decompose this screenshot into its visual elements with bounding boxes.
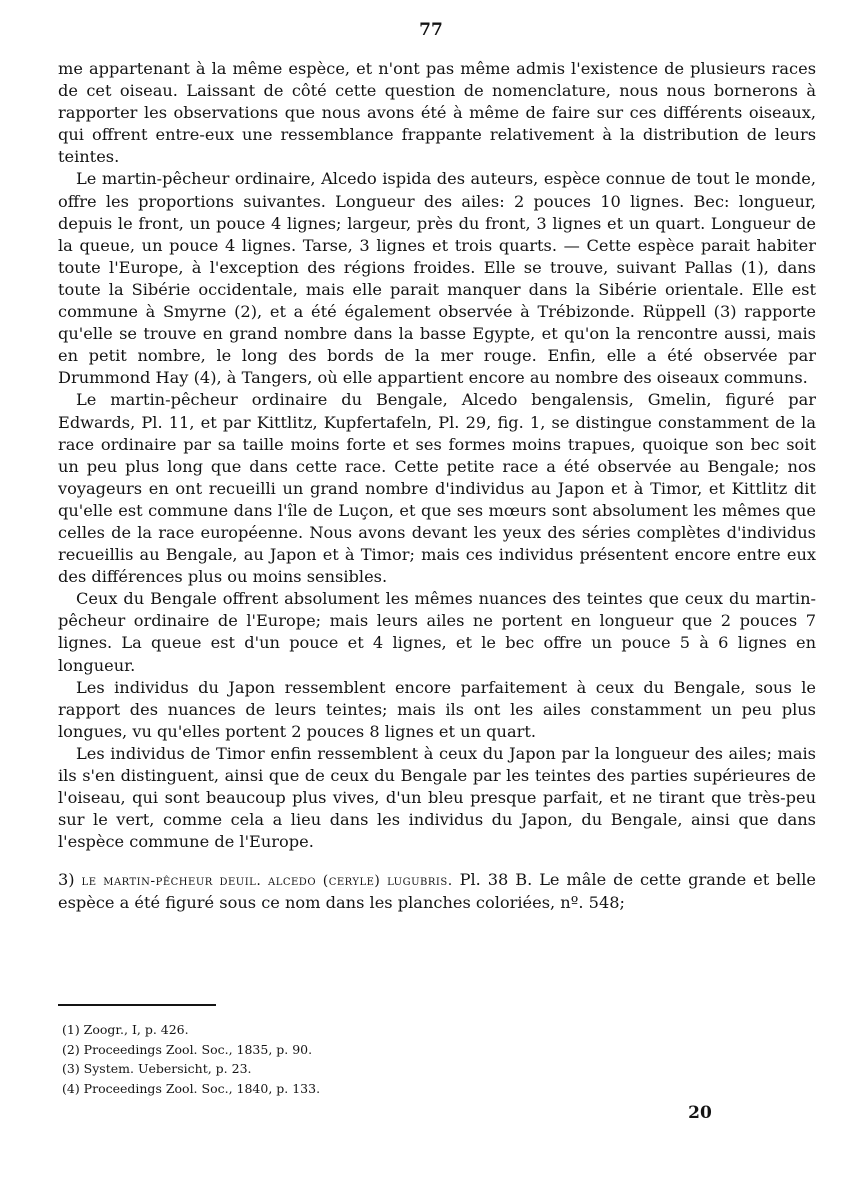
footnote: (2) Proceedings Zool. Soc., 1835, p. 90.	[62, 1041, 313, 1057]
body-text	[58, 58, 816, 915]
signature-mark: 20	[688, 1103, 712, 1123]
footnote: (4) Proceedings Zool. Soc., 1840, p. 133.	[62, 1080, 321, 1096]
footnote: (3) System. Uebersicht, p. 23.	[62, 1061, 252, 1076]
paragraph-timor-individuals: Les individus de Timor enfin ressemblent à ceux du Japon par la longueur des ailes; mais ils s'en distinguent, ainsi que de ceux du Bengale par les teintes des parties supérieures de l'oiseau, qui sont beaucoup plus vives, d'un bleu presque parfait, et ne tirant que très-peu sur le vert, comme cela a lieu dans les individus du Japon, du Bengale, ainsi que dans l'espèce commune de l'Europe.	[58, 743, 816, 852]
paragraph-bengal-individuals: Ceux du Bengale offrent absolument les mêmes nuances des teintes que ceux du martin-pêcheur ordinaire de l'Europe; mais leurs ailes ne portent en longueur que 2 pouces 7 lignes. La queue est d'un pouce et 4 lignes, et le bec offre un pouce 5 à 6 lignes en longueur.	[58, 589, 816, 675]
page-number: 77	[419, 20, 443, 40]
paragraph-japan-individuals: Les individus du Japon ressemblent encore parfaitement à ceux du Bengale, sous le rapport des nuances de leurs teintes; mais ils ont les ailes constamment un peu plus longues, vu qu'elles portent 2 pouces 8 lignes et un quart.	[58, 677, 816, 741]
footnotes	[62, 1020, 562, 1098]
species-text: Le mâle de cette grande et belle espèce a été figuré sous ce nom dans les planches coloriées, nº. 548;	[58, 870, 816, 913]
footnote: (1) Zoogr., I, p. 426.	[62, 1022, 189, 1037]
paragraph-continuation: me appartenant à la même espèce, et n'ont pas même admis l'existence de plusieurs races de cet oiseau. Laissant de côté cette question de nomenclature, nous nous bornerons à rapporter les observations que nous avons été à même de faire sur ces différents oiseaux, qui offrent entre-eux une ressemblance frappante relativement à la distribution de leurs teintes.	[58, 59, 816, 167]
footnote-rule	[58, 1004, 216, 1006]
paragraph-common-kingfisher: Le martin-pêcheur ordinaire, Alcedo ispida des auteurs, espèce connue de tout le monde, offre les proportions suivantes. Longueur des ailes: 2 pouces 10 lignes. Bec: longueur, depuis le front, un pouce 4 lignes; largeur, près du front, 3 lignes et un quart. Longueur de la queue, un pouce 4 lignes. Tarse, 3 lignes et trois quarts. — Cette espèce parait habiter toute l'Europe, à l'exception des régions froides. Elle se trouve, suivant Pallas (1), dans toute la Sibérie occidentale, mais elle parait manquer dans la Sibérie orientale. Elle est commune à Smyrne (2), et a été également observée à Trébizonde. Rüppell (3) rapporte qu'elle se trouve en grand nombre dans la basse Egypte, et qu'on la rencontre aussi, mais en petit nombre, le long des bords de la mer rouge. Enfin, elle a été observée par Drummond Hay (4), à Tangers, où elle appartient encore au nombre des oiseaux communs.	[58, 169, 816, 388]
species-plate: Pl. 38 B.	[459, 870, 533, 890]
species-entry	[58, 869, 816, 914]
paragraph-bengal-kingfisher: Le martin-pêcheur ordinaire du Bengale, Alcedo bengalensis, Gmelin, figuré par Edwards, Pl. 11, et par Kittlitz, Kupfertafeln, Pl. 29, fig. 1, se distingue constamment de la race ordinaire par sa taille moins forte et ses formes moins trapues, quoique son bec soit un peu plus long que dans cette race. Cette petite race a été observée au Bengale; nos voyageurs en ont recueilli un grand nombre d'individus au Japon et à Timor, et Kittlitz dit qu'elle est commune dans l'île de Luçon, et que ses mœurs sont absolument les mêmes que celles de la race européenne. Nous avons devant les yeux des séries complètes d'individus recueillis au Bengale, au Japon et à Timor; mais ces individus présentent encore entre eux des différences plus ou moins sensibles.	[58, 390, 816, 587]
species-name: le martin-pêcheur deuil. alcedo (ceryle) lugubris.	[81, 873, 453, 890]
species-number: 3)	[58, 870, 75, 890]
